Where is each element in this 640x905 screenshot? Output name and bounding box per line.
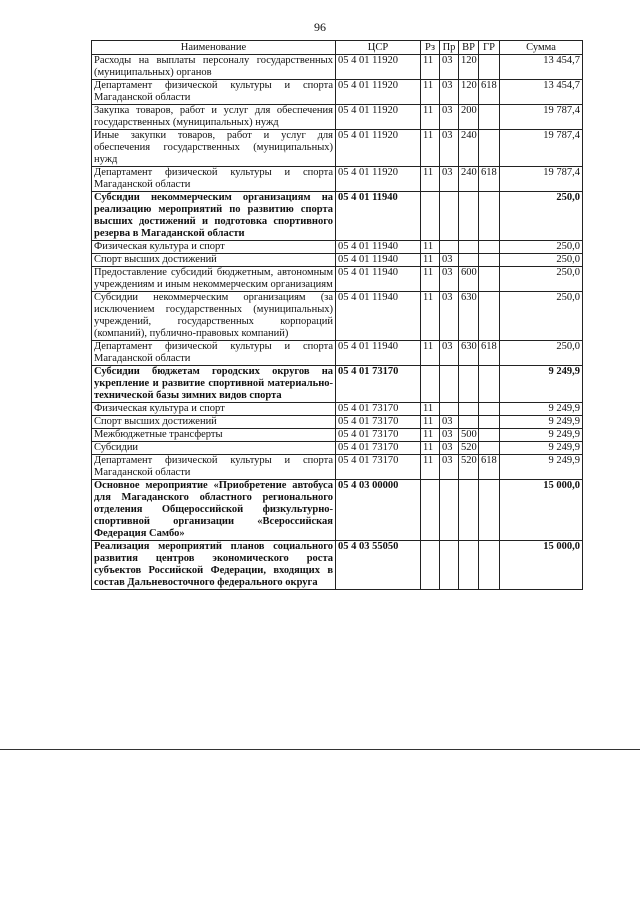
cell-name: Субсидии бюджетам городских округов на укрепление и развитие спортивной материально-технической базы зимних видов спорта <box>92 366 336 403</box>
cell-sum: 250,0 <box>500 192 583 241</box>
cell-sum: 9 249,9 <box>500 442 583 455</box>
cell-rz <box>421 541 440 590</box>
cell-rz <box>421 366 440 403</box>
cell-gr <box>479 105 500 130</box>
cell-vr <box>459 403 479 416</box>
header-pr: Пр <box>440 41 459 55</box>
cell-gr <box>479 416 500 429</box>
table-row <box>92 192 583 241</box>
cell-rz: 11 <box>421 80 440 105</box>
cell-sum: 9 249,9 <box>500 416 583 429</box>
cell-gr: 618 <box>479 80 500 105</box>
header-gr: ГР <box>479 41 500 55</box>
cell-pr <box>440 480 459 541</box>
cell-gr <box>479 130 500 167</box>
cell-name: Иные закупки товаров, работ и услуг для обеспечения государственных (муниципальных) нужд <box>92 130 336 167</box>
cell-csr: 05 4 01 73170 <box>336 455 421 480</box>
cell-csr: 05 4 01 73170 <box>336 416 421 429</box>
table-row <box>92 541 583 590</box>
header-vr: ВР <box>459 41 479 55</box>
budget-table <box>91 40 583 590</box>
cell-rz: 11 <box>421 292 440 341</box>
cell-pr: 03 <box>440 130 459 167</box>
cell-pr: 03 <box>440 455 459 480</box>
cell-name: Расходы на выплаты персоналу государственных (муниципальных) органов <box>92 55 336 80</box>
cell-csr: 05 4 01 11920 <box>336 80 421 105</box>
cell-vr <box>459 541 479 590</box>
cell-vr: 520 <box>459 455 479 480</box>
table-row <box>92 480 583 541</box>
cell-sum: 13 454,7 <box>500 55 583 80</box>
cell-pr <box>440 403 459 416</box>
table-row <box>92 130 583 167</box>
cell-gr <box>479 541 500 590</box>
cell-rz: 11 <box>421 55 440 80</box>
cell-vr: 120 <box>459 80 479 105</box>
table-body <box>92 55 583 590</box>
table-row <box>92 429 583 442</box>
cell-csr: 05 4 01 73170 <box>336 366 421 403</box>
cell-gr <box>479 55 500 80</box>
table-row <box>92 254 583 267</box>
cell-csr: 05 4 01 11940 <box>336 192 421 241</box>
cell-name: Физическая культура и спорт <box>92 403 336 416</box>
cell-csr: 05 4 01 73170 <box>336 442 421 455</box>
cell-name: Департамент физической культуры и спорта Магаданской области <box>92 167 336 192</box>
table-row <box>92 341 583 366</box>
cell-pr <box>440 241 459 254</box>
cell-gr <box>479 366 500 403</box>
cell-vr <box>459 254 479 267</box>
cell-pr: 03 <box>440 254 459 267</box>
cell-rz <box>421 480 440 541</box>
cell-csr: 05 4 01 11920 <box>336 167 421 192</box>
cell-rz: 11 <box>421 341 440 366</box>
cell-name: Департамент физической культуры и спорта Магаданской области <box>92 80 336 105</box>
cell-rz: 11 <box>421 403 440 416</box>
cell-sum: 13 454,7 <box>500 80 583 105</box>
cell-rz: 11 <box>421 267 440 292</box>
cell-vr <box>459 480 479 541</box>
cell-rz: 11 <box>421 241 440 254</box>
cell-gr <box>479 267 500 292</box>
cell-vr: 240 <box>459 167 479 192</box>
cell-sum: 15 000,0 <box>500 541 583 590</box>
page-bottom-rule <box>0 749 640 750</box>
cell-gr <box>479 403 500 416</box>
cell-gr: 618 <box>479 455 500 480</box>
cell-sum: 250,0 <box>500 241 583 254</box>
cell-pr <box>440 541 459 590</box>
table-row <box>92 80 583 105</box>
cell-name: Субсидии некоммерческим организациям на реализацию мероприятий по развитию спорта высших достижений и подготовка спортивного резерва в Магаданской области <box>92 192 336 241</box>
cell-pr: 03 <box>440 167 459 192</box>
cell-sum: 19 787,4 <box>500 105 583 130</box>
table-row <box>92 167 583 192</box>
cell-name: Спорт высших достижений <box>92 254 336 267</box>
table-row <box>92 416 583 429</box>
cell-csr: 05 4 01 11940 <box>336 341 421 366</box>
table-row <box>92 267 583 292</box>
cell-pr: 03 <box>440 105 459 130</box>
cell-name: Субсидии некоммерческим организациям (за исключением государственных (муниципальных) учреждений, государственных корпораций (компаний), публично-правовых компаний) <box>92 292 336 341</box>
cell-csr: 05 4 01 73170 <box>336 429 421 442</box>
cell-pr: 03 <box>440 442 459 455</box>
cell-gr <box>479 442 500 455</box>
cell-vr <box>459 192 479 241</box>
cell-gr <box>479 254 500 267</box>
cell-pr: 03 <box>440 80 459 105</box>
cell-csr: 05 4 03 55050 <box>336 541 421 590</box>
cell-csr: 05 4 03 00000 <box>336 480 421 541</box>
cell-sum: 250,0 <box>500 267 583 292</box>
cell-vr <box>459 366 479 403</box>
cell-rz: 11 <box>421 416 440 429</box>
header-rz: Рз <box>421 41 440 55</box>
cell-rz: 11 <box>421 167 440 192</box>
cell-sum: 9 249,9 <box>500 429 583 442</box>
cell-gr <box>479 241 500 254</box>
cell-csr: 05 4 01 11940 <box>336 241 421 254</box>
cell-name: Физическая культура и спорт <box>92 241 336 254</box>
cell-csr: 05 4 01 11940 <box>336 254 421 267</box>
cell-name: Спорт высших достижений <box>92 416 336 429</box>
cell-vr <box>459 241 479 254</box>
table-row <box>92 105 583 130</box>
cell-vr: 520 <box>459 442 479 455</box>
cell-pr: 03 <box>440 292 459 341</box>
cell-sum: 19 787,4 <box>500 130 583 167</box>
cell-name: Департамент физической культуры и спорта Магаданской области <box>92 455 336 480</box>
cell-sum: 15 000,0 <box>500 480 583 541</box>
cell-name: Основное мероприятие «Приобретение автобуса для Магаданского областного регионального отделения Общероссийской физкультурно-спортивной организации «Всероссийская Федерация Самбо» <box>92 480 336 541</box>
cell-pr: 03 <box>440 55 459 80</box>
cell-name: Закупка товаров, работ и услуг для обеспечения государственных (муниципальных) нужд <box>92 105 336 130</box>
cell-csr: 05 4 01 11920 <box>336 105 421 130</box>
table-row <box>92 455 583 480</box>
cell-sum: 19 787,4 <box>500 167 583 192</box>
cell-pr: 03 <box>440 429 459 442</box>
cell-vr <box>459 416 479 429</box>
cell-vr: 120 <box>459 55 479 80</box>
cell-rz: 11 <box>421 455 440 480</box>
cell-csr: 05 4 01 11920 <box>336 55 421 80</box>
page-number: 96 <box>314 20 326 34</box>
table-row <box>92 403 583 416</box>
cell-rz: 11 <box>421 105 440 130</box>
cell-vr: 500 <box>459 429 479 442</box>
cell-gr <box>479 429 500 442</box>
cell-rz <box>421 192 440 241</box>
cell-gr <box>479 292 500 341</box>
cell-csr: 05 4 01 73170 <box>336 403 421 416</box>
cell-rz: 11 <box>421 429 440 442</box>
table-row <box>92 241 583 254</box>
cell-gr <box>479 480 500 541</box>
header-name: Наименование <box>92 41 336 55</box>
cell-vr: 200 <box>459 105 479 130</box>
table-header-row <box>92 41 583 55</box>
cell-pr: 03 <box>440 267 459 292</box>
table-row <box>92 292 583 341</box>
cell-name: Департамент физической культуры и спорта Магаданской области <box>92 341 336 366</box>
cell-rz: 11 <box>421 254 440 267</box>
cell-rz: 11 <box>421 442 440 455</box>
table-row <box>92 55 583 80</box>
cell-pr: 03 <box>440 341 459 366</box>
cell-sum: 9 249,9 <box>500 403 583 416</box>
header-csr: ЦСР <box>336 41 421 55</box>
cell-vr: 630 <box>459 292 479 341</box>
cell-sum: 9 249,9 <box>500 366 583 403</box>
cell-vr: 240 <box>459 130 479 167</box>
cell-sum: 250,0 <box>500 254 583 267</box>
cell-sum: 9 249,9 <box>500 455 583 480</box>
cell-sum: 250,0 <box>500 292 583 341</box>
cell-gr <box>479 192 500 241</box>
cell-vr: 630 <box>459 341 479 366</box>
cell-pr <box>440 192 459 241</box>
table-row <box>92 366 583 403</box>
cell-csr: 05 4 01 11920 <box>336 130 421 167</box>
cell-gr: 618 <box>479 341 500 366</box>
cell-name: Реализация мероприятий планов социального развития центров экономического роста субъектов Российской Федерации, входящих в состав Дальневосточного федерального округа <box>92 541 336 590</box>
cell-pr <box>440 366 459 403</box>
cell-csr: 05 4 01 11940 <box>336 292 421 341</box>
cell-csr: 05 4 01 11940 <box>336 267 421 292</box>
cell-sum: 250,0 <box>500 341 583 366</box>
cell-name: Предоставление субсидий бюджетным, автономным учреждениям и иным некоммерческим организациям <box>92 267 336 292</box>
cell-gr: 618 <box>479 167 500 192</box>
cell-pr: 03 <box>440 416 459 429</box>
header-sum: Сумма <box>500 41 583 55</box>
table-row <box>92 442 583 455</box>
cell-name: Межбюджетные трансферты <box>92 429 336 442</box>
cell-name: Субсидии <box>92 442 336 455</box>
cell-vr: 600 <box>459 267 479 292</box>
cell-rz: 11 <box>421 130 440 167</box>
